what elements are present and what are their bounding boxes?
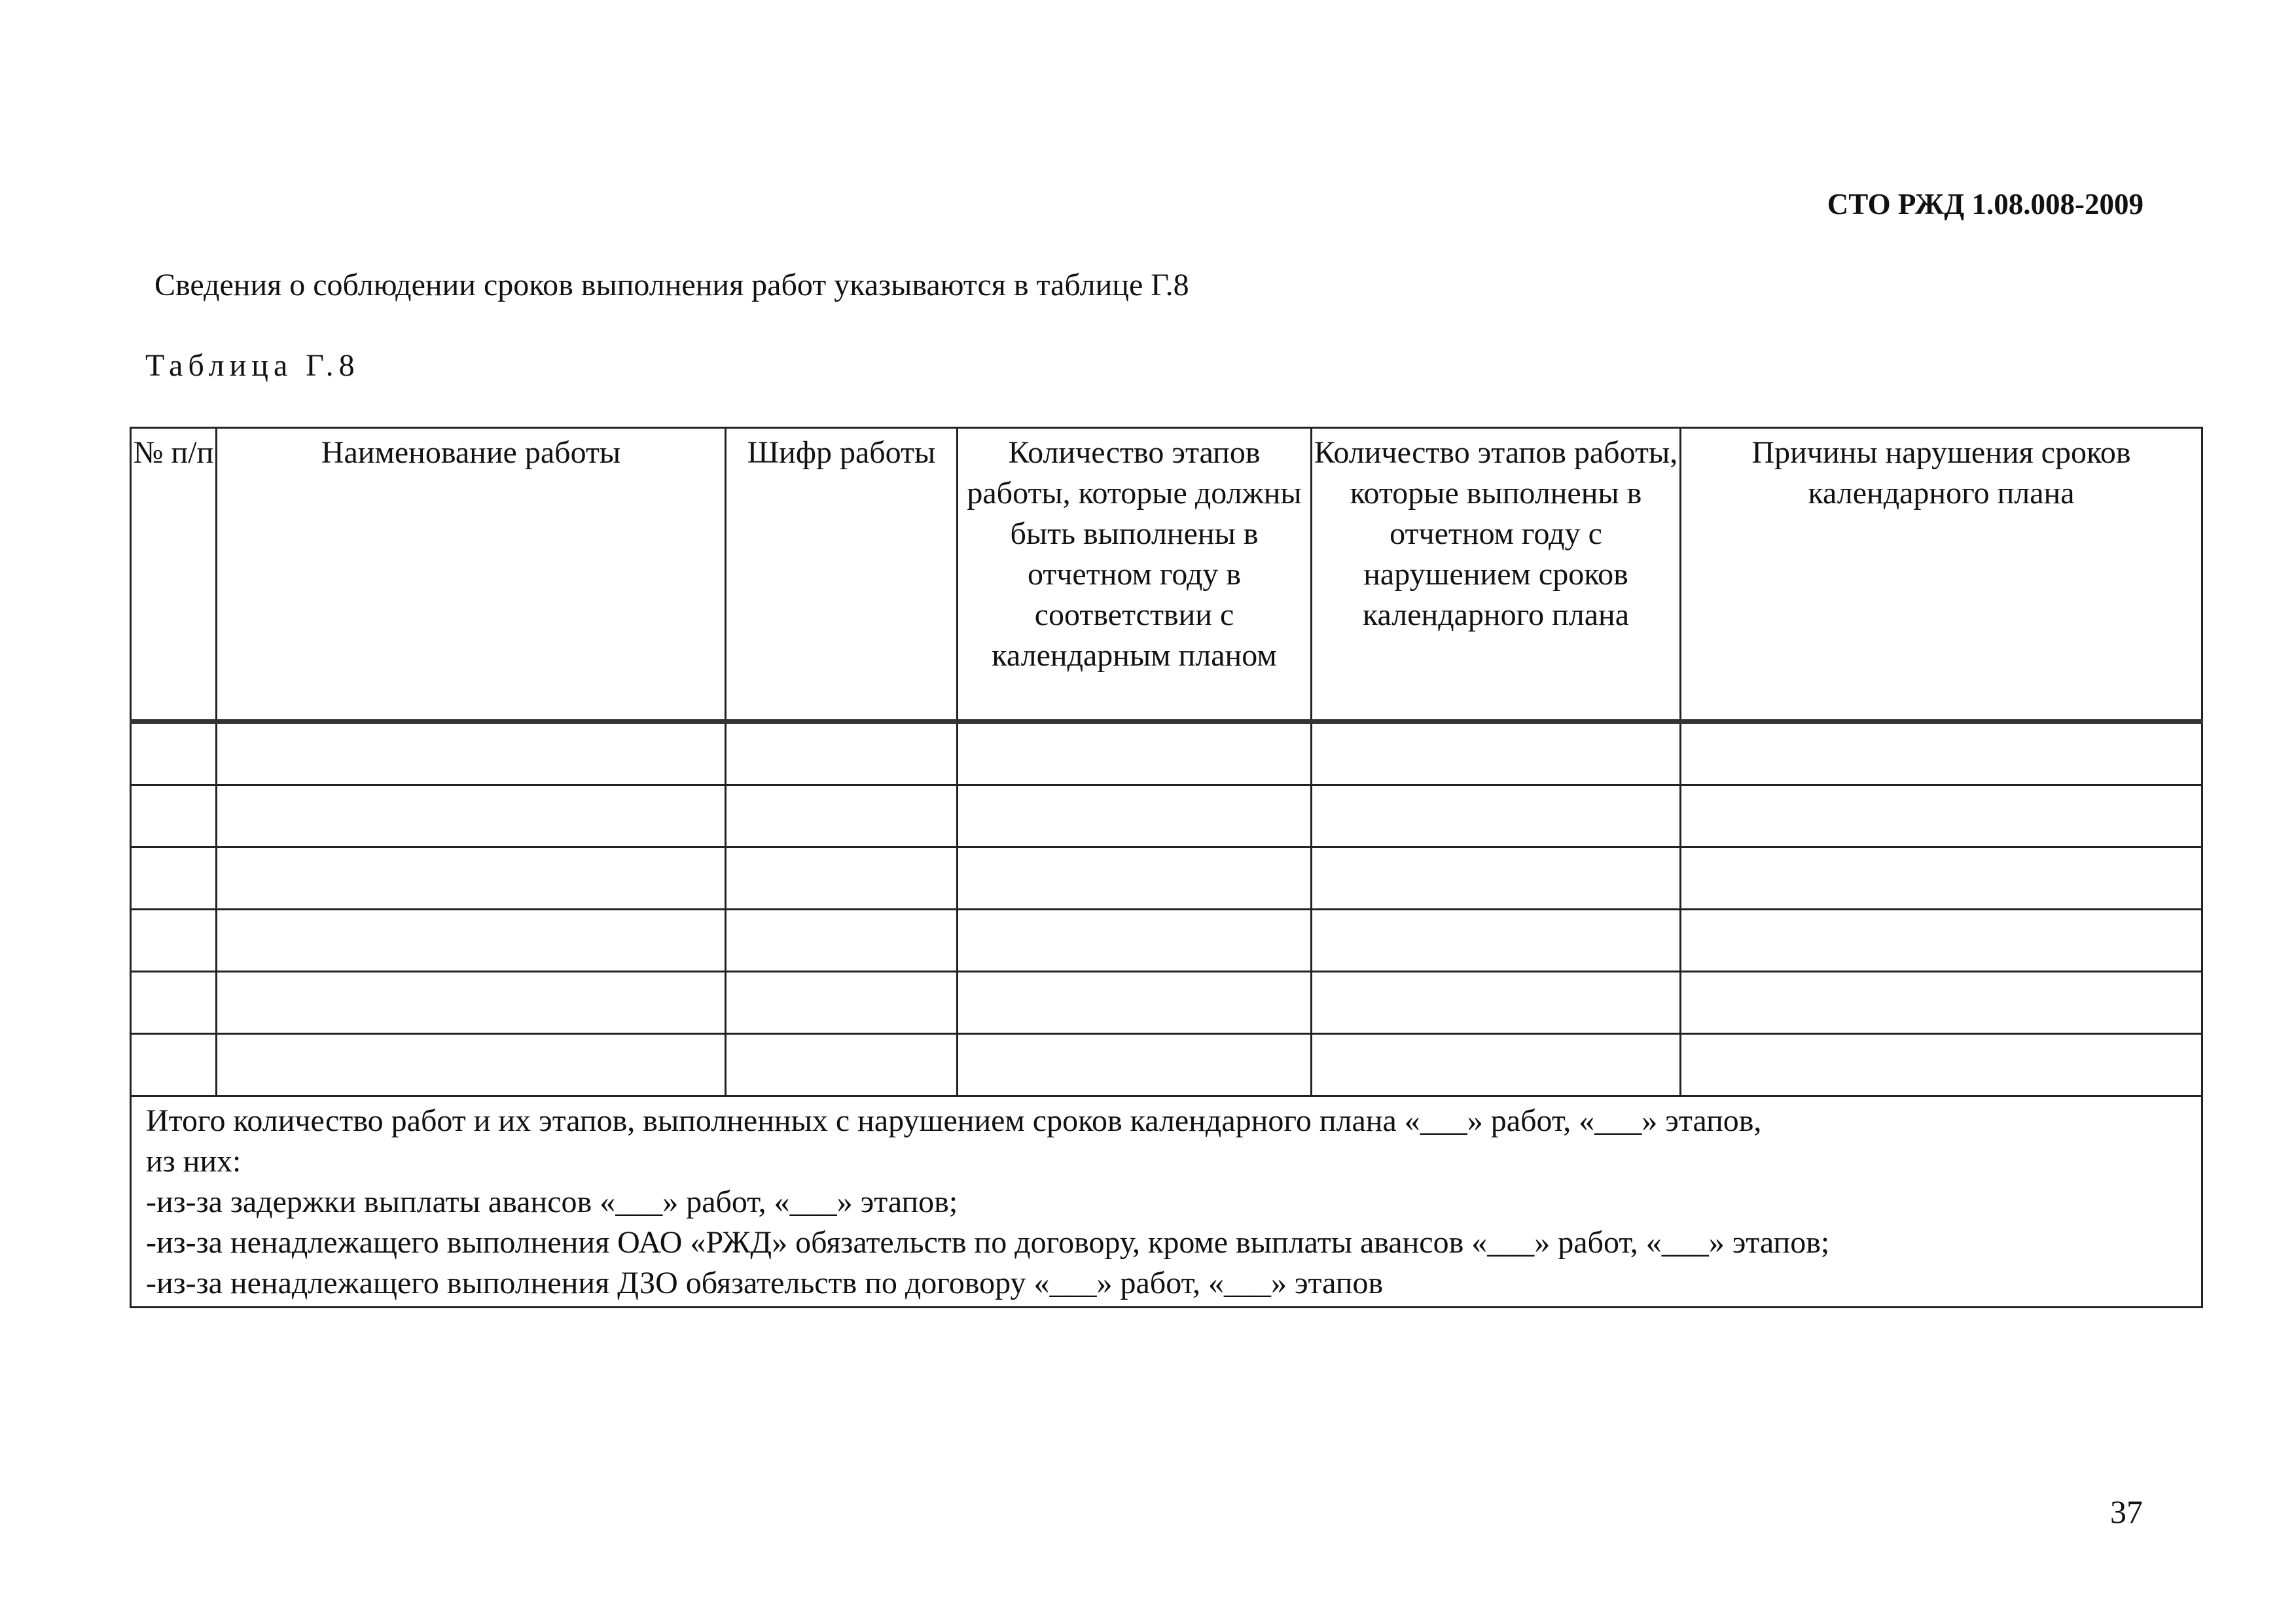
- col-header-number: № п/п: [131, 428, 217, 722]
- summary-line-dzo-obligations: -из-за ненадлежащего выполнения ДЗО обязательств по договору «___» работ, «___» этапов: [146, 1266, 1384, 1300]
- table-caption: Таблица Г.8: [145, 348, 360, 383]
- intro-paragraph: Сведения о соблюдении сроков выполнения работ указываются в таблице Г.8: [154, 268, 1189, 302]
- table-row: [131, 785, 2202, 847]
- table-cell: [1681, 910, 2202, 972]
- col-header-work-code: Шифр работы: [726, 428, 958, 722]
- table-cell: [1312, 785, 1681, 847]
- table-cell: [1312, 972, 1681, 1034]
- table-g8: [130, 427, 2203, 1308]
- table-cell: [1312, 722, 1681, 785]
- col-header-violation-reasons: Причины нарушения сроков календарного плана: [1681, 428, 2202, 722]
- table-row: [131, 1034, 2202, 1096]
- page-number: 37: [2110, 1493, 2143, 1530]
- table-cell: [958, 972, 1312, 1034]
- table-cell: [131, 1034, 217, 1096]
- table-cell: [726, 1034, 958, 1096]
- table-row: [131, 910, 2202, 972]
- table-row: [131, 722, 2202, 785]
- table-cell: [1312, 910, 1681, 972]
- table-cell: [217, 910, 726, 972]
- col-header-stages-planned: Количество этапов работы, которые должны быть выполнены в отчетном году в соответствии с календарным планом: [958, 428, 1312, 722]
- table-cell: [1681, 1034, 2202, 1096]
- table-cell: [726, 910, 958, 972]
- table-cell: [1681, 847, 2202, 910]
- table-cell: [1312, 847, 1681, 910]
- table-cell: [131, 722, 217, 785]
- summary-line-of-them: из них:: [146, 1144, 242, 1179]
- table-cell: [217, 972, 726, 1034]
- summary-line-advance-delay: -из-за задержки выплаты авансов «___» работ, «___» этапов;: [146, 1185, 958, 1219]
- table-cell: [217, 1034, 726, 1096]
- document-code-header: СТО РЖД 1.08.008-2009: [1827, 188, 2144, 221]
- table-cell: [726, 785, 958, 847]
- table-cell: [726, 847, 958, 910]
- table-cell: [217, 722, 726, 785]
- table-header-row: [131, 428, 2202, 722]
- table-cell: [131, 972, 217, 1034]
- table-cell: [1681, 722, 2202, 785]
- table-cell: [131, 847, 217, 910]
- table-cell: [726, 972, 958, 1034]
- table-cell: [958, 1034, 1312, 1096]
- table-cell: [958, 722, 1312, 785]
- table-cell: [217, 847, 726, 910]
- table-summary-row: [131, 1096, 2202, 1308]
- table-cell: [131, 785, 217, 847]
- table-cell: [1681, 785, 2202, 847]
- table-row: [131, 972, 2202, 1034]
- summary-line-total: Итого количество работ и их этапов, выполненных с нарушением сроков календарного плана «___» работ, «___» этапов,: [146, 1103, 1762, 1138]
- table-cell: [958, 847, 1312, 910]
- table-cell: [1312, 1034, 1681, 1096]
- table-cell: [131, 910, 217, 972]
- col-header-work-name: Наименование работы: [217, 428, 726, 722]
- table-cell: [1681, 972, 2202, 1034]
- summary-cell: [131, 1096, 2202, 1308]
- table-cell: [958, 910, 1312, 972]
- table-cell: [958, 785, 1312, 847]
- table-row: [131, 847, 2202, 910]
- col-header-stages-violated: Количество этапов работы, которые выполнены в отчетном году с нарушением сроков календарного плана: [1312, 428, 1681, 722]
- table-cell: [217, 785, 726, 847]
- summary-line-rzd-obligations: -из-за ненадлежащего выполнения ОАО «РЖД» обязательств по договору, кроме выплаты авансов «___» работ, «___» этапов;: [146, 1225, 1830, 1260]
- table-cell: [726, 722, 958, 785]
